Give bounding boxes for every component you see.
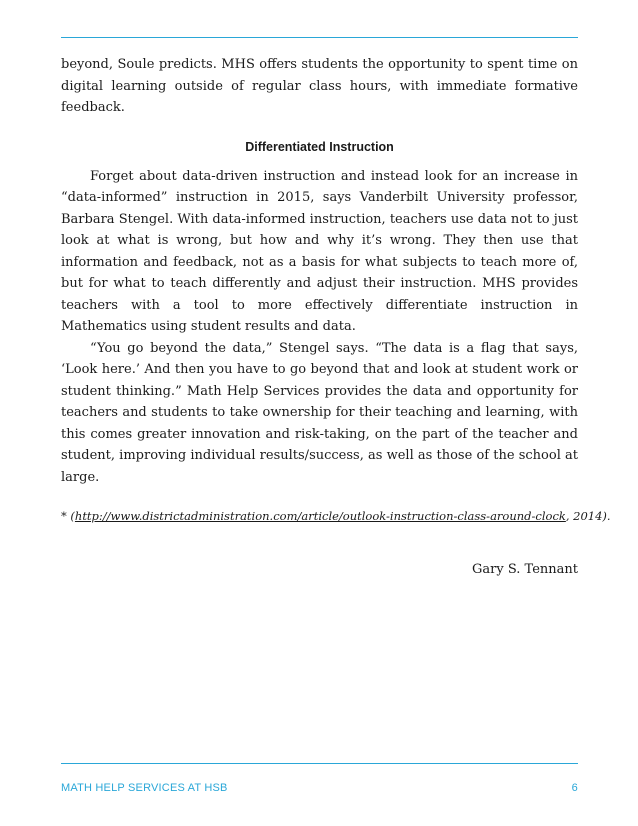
page-content	[61, 54, 611, 580]
footnote	[61, 507, 611, 525]
author-signature: Gary S. Tennant	[472, 562, 578, 577]
body-paragraph-3: “You go beyond the data,” Stengel says. “The data is a flag that says, ‘Look here.’ And then you have to go beyond that and look at student work or student thinking.” Math Help Services provides the data and opportunity for teachers and students to take ownership for their teaching and learning, with this comes greater innovation and risk-taking, on the part of the teacher and student, improving individual results/success, as well as those of the school at large.	[61, 340, 578, 485]
top-rule	[61, 37, 578, 38]
footnote-body	[70, 509, 610, 523]
body-paragraph-2: Forget about data-driven instruction and instead look for an increase in “data-informed” instruction in 2015, says Vanderbilt University professor, Barbara Stengel. With data-informed instruction, teachers use data not to just look at what is wrong, but how and why it’s wrong. They then use that information and feedback, not as a basis for what subjects to teach more of, but for what to teach differently and adjust their instruction. MHS provides teachers with a tool to more effectively differentiate instruction in Mathematics using student results and data.	[61, 168, 578, 334]
bottom-rule	[61, 763, 578, 764]
footnote-close: , 2014).	[565, 509, 611, 523]
footnote-marker: *	[61, 509, 71, 523]
footnote-open: (	[70, 509, 75, 523]
footnote-link[interactable]: http://www.districtadministration.com/article/outlook-instruction-class-around-clock	[74, 509, 566, 523]
section-heading: Differentiated Instruction	[245, 139, 394, 154]
body-paragraph-1: beyond, Soule predicts. MHS offers students the opportunity to spent time on digital learning outside of regular class hours, with immediate formative feedback.	[61, 57, 578, 115]
footer-title: MATH HELP SERVICES AT HSB	[61, 782, 228, 794]
page-number: 6	[571, 782, 578, 794]
